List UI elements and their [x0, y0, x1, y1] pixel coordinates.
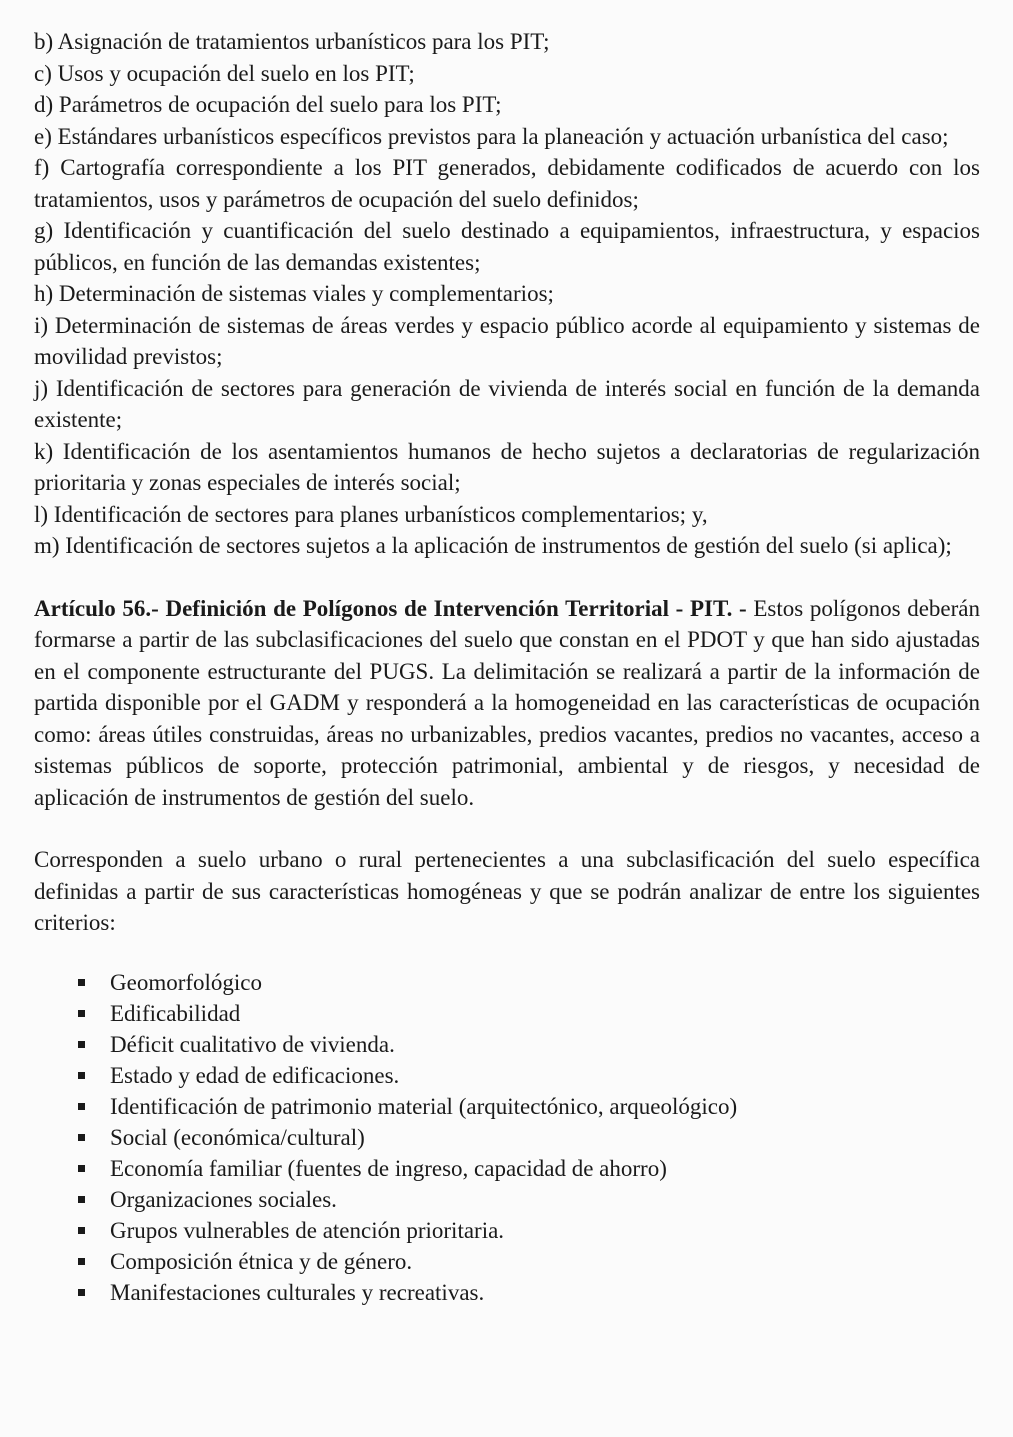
criteria-label: Social (económica/cultural)	[110, 1124, 365, 1150]
bullet-icon	[78, 1134, 85, 1141]
article-heading: Artículo 56.- Definición de Polígonos de Intervención Territorial - PIT. -	[34, 595, 747, 621]
requirements-list	[34, 26, 980, 562]
criteria-label: Organizaciones sociales.	[110, 1186, 337, 1212]
list-item: c) Usos y ocupación del suelo en los PIT;	[34, 60, 415, 86]
criteria-label: Identificación de patrimonio material (arquitectónico, arqueológico)	[110, 1093, 738, 1119]
criteria-list	[34, 967, 980, 1308]
bullet-icon	[78, 1165, 85, 1172]
document-page	[34, 26, 980, 1308]
criteria-label: Déficit cualitativo de vivienda.	[110, 1031, 395, 1057]
list-item: g) Identificación y cuantificación del suelo destinado a equipamientos, infraestructura, y espacios públicos, en función de las demandas existentes;	[34, 218, 980, 275]
bullet-icon	[78, 1072, 85, 1079]
list-item: h) Determinación de sistemas viales y complementarios;	[34, 281, 554, 306]
bullet-icon	[78, 1010, 85, 1017]
list-item: e) Estándares urbanísticos específicos previstos para la planeación y actuación urbanística del caso;	[34, 123, 949, 149]
list-item: f) Cartografía correspondiente a los PIT generados, debidamente codificados de acuerdo con los tratamientos, usos y parámetros de ocupación del suelo definidos;	[34, 155, 980, 212]
list-item: j) Identificación de sectores para generación de vivienda de interés social en función de la demanda existente;	[34, 375, 980, 432]
bullet-icon	[78, 1196, 85, 1203]
list-item	[34, 1184, 980, 1215]
list-item: m) Identificación de sectores sujetos a la aplicación de instrumentos de gestión del suelo (si aplica);	[34, 533, 952, 558]
list-item	[34, 1153, 980, 1184]
list-item	[34, 1091, 980, 1122]
list-item: l) Identificación de sectores para planes urbanísticos complementarios; y,	[34, 501, 708, 527]
list-item	[34, 1122, 980, 1153]
article-body: Estos polígonos deberán formarse a partir de las subclasificaciones del suelo que constan en el PDOT y que han sido ajustadas en el componente estructurante del PUGS. La delimitación se realizará a partir de la información de partida disponible por el GADM y responderá a la homogeneidad en las características de ocupación como: áreas útiles construidas, áreas no urbanizables, predios vacantes, predios no vacantes, acceso a sistemas públicos de soporte, protección patrimonial, ambiental y de riesgos, y necesidad de aplicación de instrumentos de gestión del suelo.	[34, 595, 980, 810]
list-item	[34, 1029, 980, 1060]
list-item: d) Parámetros de ocupación del suelo para los PIT;	[34, 92, 502, 117]
list-item: i) Determinación de sistemas de áreas verdes y espacio público acorde al equipamiento y sistemas de movilidad previstos;	[34, 312, 980, 369]
bullet-icon	[78, 1258, 85, 1265]
bullet-icon	[78, 1227, 85, 1234]
criteria-label: Manifestaciones culturales y recreativas.	[110, 1279, 485, 1305]
criteria-label: Composición étnica y de género.	[110, 1248, 413, 1274]
list-item	[34, 1215, 980, 1246]
list-item	[34, 967, 980, 998]
criteria-label: Edificabilidad	[110, 1000, 241, 1026]
criteria-label: Economía familiar (fuentes de ingreso, capacidad de ahorro)	[110, 1155, 667, 1181]
criteria-label: Grupos vulnerables de atención prioritaria.	[110, 1217, 505, 1243]
bullet-icon	[78, 979, 85, 986]
criteria-label: Estado y edad de edificaciones.	[110, 1062, 400, 1088]
list-item	[34, 998, 980, 1029]
list-item: k) Identificación de los asentamientos humanos de hecho sujetos a declaratorias de regularización prioritaria y zonas especiales de interés social;	[34, 438, 980, 495]
bullet-icon	[78, 1041, 85, 1048]
list-item	[34, 1060, 980, 1091]
bullet-icon	[78, 1103, 85, 1110]
criteria-intro: Corresponden a suelo urbano o rural pertenecientes a una subclasificación del suelo específica definidas a partir de sus características homogéneas y que se podrán analizar de entre los siguientes criterios:	[34, 847, 980, 935]
list-item	[34, 1246, 980, 1277]
article-56-paragraph	[34, 593, 980, 814]
list-item	[34, 1277, 980, 1308]
criteria-label: Geomorfológico	[110, 969, 263, 995]
list-item: b) Asignación de tratamientos urbanísticos para los PIT;	[34, 29, 550, 54]
bullet-icon	[78, 1289, 85, 1296]
